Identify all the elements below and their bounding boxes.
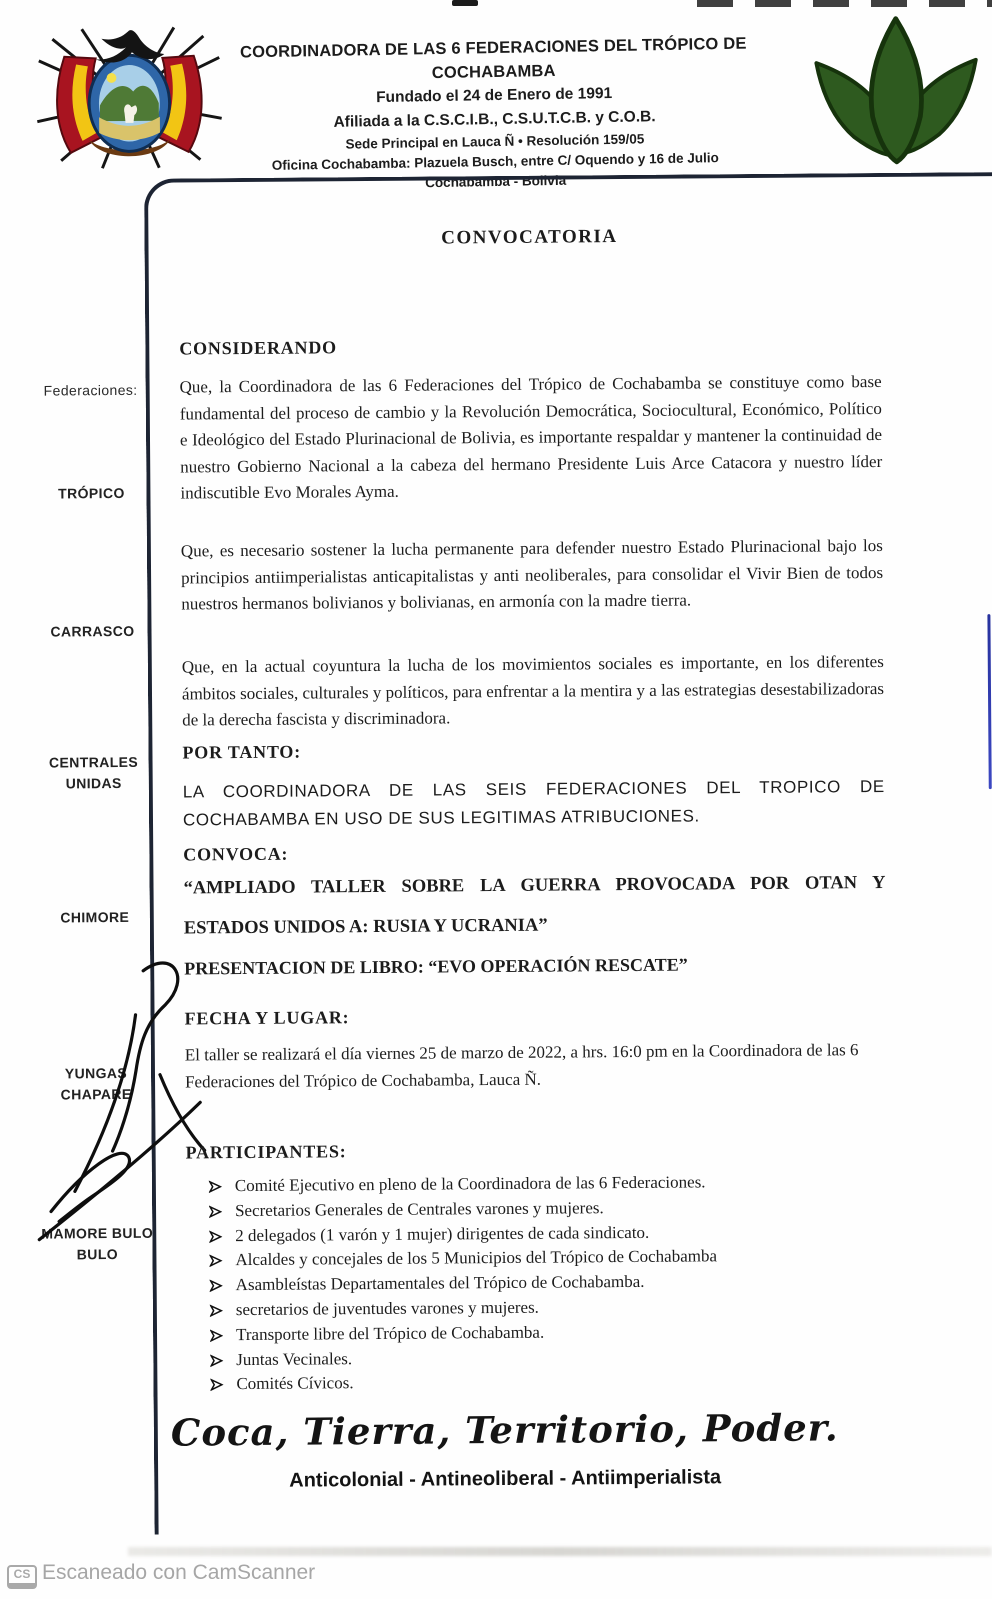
arrow-bullet-icon	[210, 1279, 223, 1292]
considerando-paragraph-1: Que, la Coordinadora de las 6 Federaciones del Trópico de Cochabamba se constituye como base fundamental del proceso de cambio y la Revolución Democrática, Sociocultural, Económico, Político e Ideológico del Estado Plurinacional de Bolivia, es importante respaldar y mantener la continuidad de nuestro Gobierno Nacional a la cabeza del hermano Presidente Luis Arce Catacora y nuestro líder indiscutible Evo Morales Ayma.	[179, 371, 883, 503]
participant-text: Secretarios Generales de Centrales varones y mujeres.	[234, 1197, 604, 1220]
fecha-text: El taller se realizará el día viernes 25 de marzo de 2022, a hrs. 16:0 pm en la Coordinadora de las 6 Federaciones del Trópico de Cochabamba, Lauca Ñ.	[184, 1040, 859, 1091]
convoca-heading: CONVOCA:	[183, 843, 289, 865]
sidebar-item-mamore-bulo-bulo: MAMORE BULO BULO	[41, 1224, 154, 1263]
considerando-paragraph-2: Que, es necesario sostener la lucha permanente para defender nuestro Estado Plurinacional bajo los principios antiimperialistas anticapitalistas y anti neoliberales, para consolidar el Vivir Bien de todos nuestros hermanos bolivianos y bolivianas, en armonía con la madre tierra.	[180, 535, 884, 614]
participantes-heading: PARTICIPANTES:	[185, 1141, 347, 1163]
por-tanto-line-2: COCHABAMBA EN USO DE SUS LEGITIMAS ATRIBUCIONES.	[182, 806, 700, 830]
sidebar-label-federaciones: Federaciones:	[43, 381, 138, 399]
participant-text: Juntas Vecinales.	[236, 1348, 353, 1369]
participant-text: Transporte libre del Trópico de Cochabamba.	[235, 1322, 545, 1344]
considerando-paragraph-3: Que, en la actual coyuntura la lucha de los movimientos sociales es importante, en los diferentes ámbitos sociales, culturales y políticos, para enfrentar a la mentira y a las estrategias desestabilizadoras de la derecha fascista y discriminadora.	[181, 651, 885, 730]
org-name: COORDINADORA DE LAS 6 FEDERACIONES DEL TRÓPICO DE COCHABAMBA	[239, 34, 747, 83]
participant-text: Asambleístas Departamentales del Trópico de Cochabamba.	[235, 1272, 645, 1295]
arrow-bullet-icon	[209, 1205, 222, 1218]
participants-list	[209, 1169, 911, 1398]
slogan-subtitle: Anticolonial - Antineoliberal - Antiimperialista	[289, 1466, 722, 1492]
arrow-bullet-icon	[210, 1329, 223, 1342]
participant-text: 2 delegados (1 varón y 1 mujer) dirigentes de cada sindicato.	[235, 1222, 650, 1245]
letterhead	[189, 31, 800, 198]
coca-leaf-icon	[804, 12, 987, 165]
participant-text: secretarios de juventudes varones y mujeres.	[235, 1297, 539, 1320]
convoca-line-1: “AMPLIADO TALLER SOBRE LA GUERRA PROVOCADA POR OTAN Y	[183, 872, 886, 899]
por-tanto-line-1: LA COORDINADORA DE LAS SEIS FEDERACIONES DEL TROPICO DE	[182, 776, 885, 802]
camscanner-text: Escaneado con CamScanner	[42, 1561, 316, 1584]
arrow-bullet-icon	[210, 1354, 223, 1367]
convoca-line-2: ESTADOS UNIDOS A: RUSIA Y UCRANIA”	[183, 915, 548, 939]
sidebar-item-centrales-unidas: CENTRALES UNIDAS	[48, 753, 139, 792]
arrow-bullet-icon	[209, 1180, 222, 1193]
arrow-bullet-icon	[210, 1379, 223, 1392]
sidebar-item-carrasco: CARRASCO	[50, 622, 135, 640]
por-tanto-heading: POR TANTO:	[182, 741, 302, 763]
camscanner-badge-icon: CS	[7, 1565, 37, 1589]
arrow-bullet-icon	[209, 1230, 222, 1243]
scan-bottom-smudge	[128, 1547, 992, 1556]
participant-text: Comité Ejecutivo en pleno de la Coordinadora de las 6 Federaciones.	[234, 1172, 706, 1196]
sidebar-item-yungas-chapare: YUNGAS CHAPARE	[60, 1064, 132, 1103]
hq-line: Sede Principal en Lauca Ñ • Resolución 159/05	[345, 131, 645, 152]
sidebar-item-tropico: TRÓPICO	[58, 484, 125, 502]
doc-title: CONVOCATORIA	[441, 226, 618, 249]
considerando-heading: CONSIDERANDO	[179, 337, 337, 359]
arrow-bullet-icon	[210, 1304, 223, 1317]
fecha-heading: FECHA Y LUGAR:	[184, 1007, 350, 1029]
book-presentation-line: PRESENTACION DE LIBRO: “EVO OPERACIÓN RESCATE”	[184, 954, 688, 979]
founded-line: Fundado el 24 de Enero de 1991	[375, 84, 613, 107]
arrow-bullet-icon	[209, 1255, 222, 1268]
office-line: Oficina Cochabamba: Plazuela Busch, entre C/ Oquendo y 16 de Julio	[271, 150, 719, 173]
affiliation-line: Afiliada a la C.S.C.I.B., C.S.U.T.C.B. y C.O.B.	[333, 108, 656, 131]
location-line: Cochabamba - Bolivia	[424, 172, 567, 191]
signature	[31, 952, 213, 1253]
slogan: Coca, Tierra, Territorio, Poder.	[170, 1405, 839, 1455]
participant-text: Comités Cívicos.	[236, 1373, 354, 1394]
participant-text: Alcaldes y concejales de los 5 Municipios del Trópico de Cochabamba	[235, 1246, 718, 1270]
sidebar-item-chimore: CHIMORE	[60, 908, 130, 926]
